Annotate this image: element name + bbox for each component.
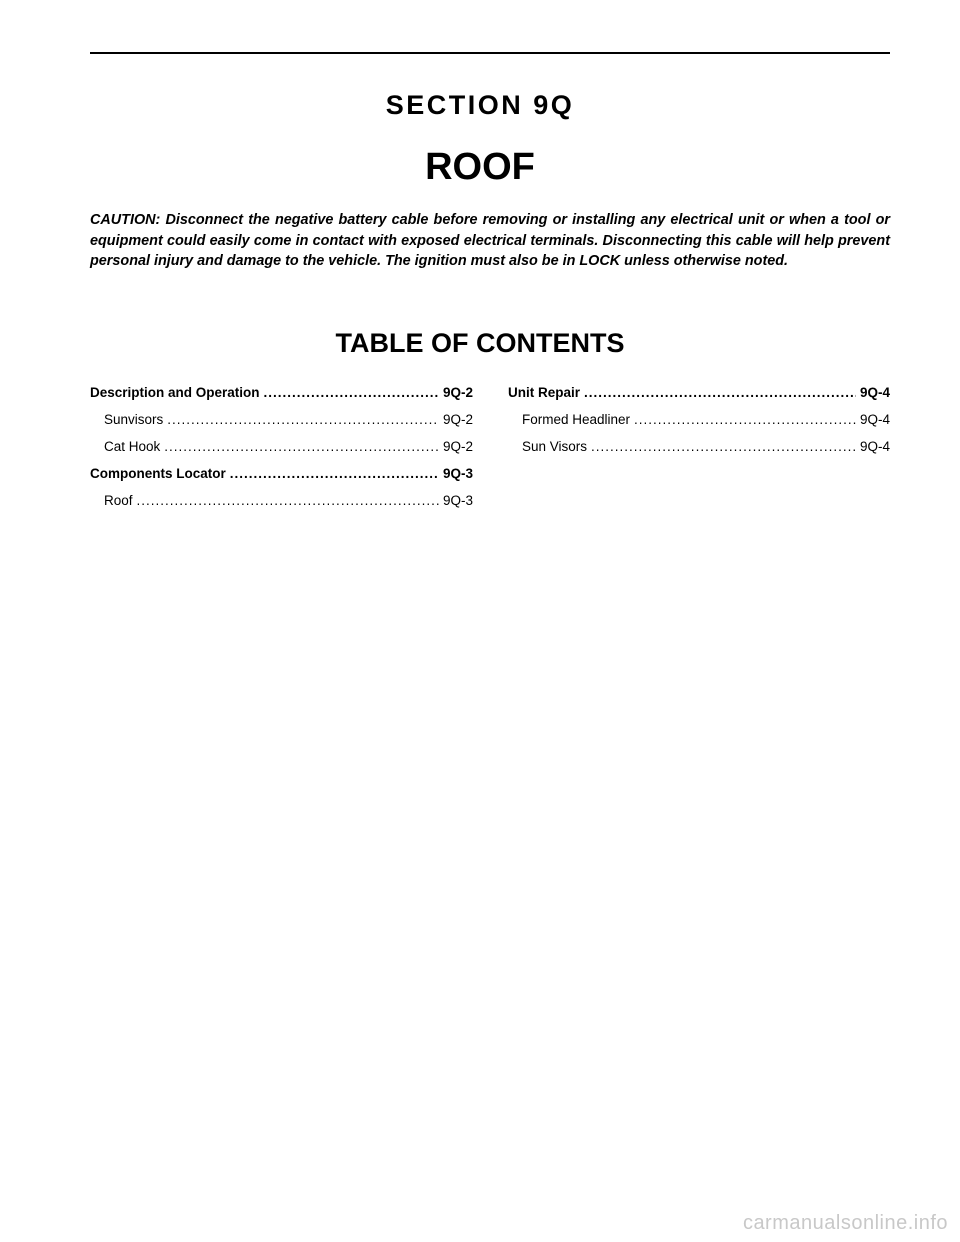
toc-leader-dots [167, 412, 439, 427]
toc-entry-label: Unit Repair [508, 385, 581, 400]
toc-entry[interactable] [90, 466, 473, 493]
toc-entry-label: Roof [104, 493, 133, 508]
toc-leader-dots [137, 493, 439, 508]
toc-right-column [508, 385, 890, 466]
top-rule [90, 52, 890, 54]
toc-entry[interactable] [508, 439, 890, 466]
toc-entry-page: 9Q-2 [442, 385, 473, 400]
toc-entry-label: Cat Hook [104, 439, 161, 454]
toc-entry-label: Sunvisors [104, 412, 164, 427]
toc-entry[interactable] [508, 412, 890, 439]
toc-entry[interactable] [90, 493, 473, 520]
toc-leader-dots [634, 412, 856, 427]
toc-entry-page: 9Q-4 [859, 439, 890, 454]
section-title: SECTION 9Q [385, 90, 575, 120]
toc-entry-label: Sun Visors [522, 439, 588, 454]
watermark-text: carmanualsonline.info [742, 1212, 948, 1234]
caution-paragraph: CAUTION: Disconnect the negative battery cable before removing or installing any electrical unit or when a tool or equipment could easily come in contact with exposed electrical terminals. Disconnecting this cable will help prevent personal injury and damage to the vehicle. The ignition must also be in LOCK unless otherwise noted. [90, 212, 890, 269]
toc-entry-page: 9Q-3 [442, 493, 473, 508]
page-title: ROOF [425, 146, 535, 188]
toc-entry-page: 9Q-2 [442, 412, 473, 427]
toc-entry[interactable] [90, 385, 473, 412]
toc-left-column [90, 385, 473, 520]
toc-leader-dots [591, 439, 856, 454]
toc-entry[interactable] [90, 412, 473, 439]
toc-entry-page: 9Q-4 [859, 412, 890, 427]
toc-leader-dots [164, 439, 439, 454]
toc-entry-label: Components Locator [90, 466, 226, 481]
toc-entry-page: 9Q-3 [442, 466, 473, 481]
toc-entry[interactable] [90, 439, 473, 466]
toc-entry[interactable] [508, 385, 890, 412]
toc-leader-dots [264, 385, 439, 400]
toc-entry-label: Formed Headliner [522, 412, 631, 427]
toc-title: TABLE OF CONTENTS [335, 328, 625, 358]
toc-entry-page: 9Q-2 [442, 439, 473, 454]
toc-leader-dots [230, 466, 439, 481]
toc-leader-dots [584, 385, 856, 400]
toc-entry-page: 9Q-4 [859, 385, 890, 400]
toc-entry-label: Description and Operation [90, 385, 260, 400]
